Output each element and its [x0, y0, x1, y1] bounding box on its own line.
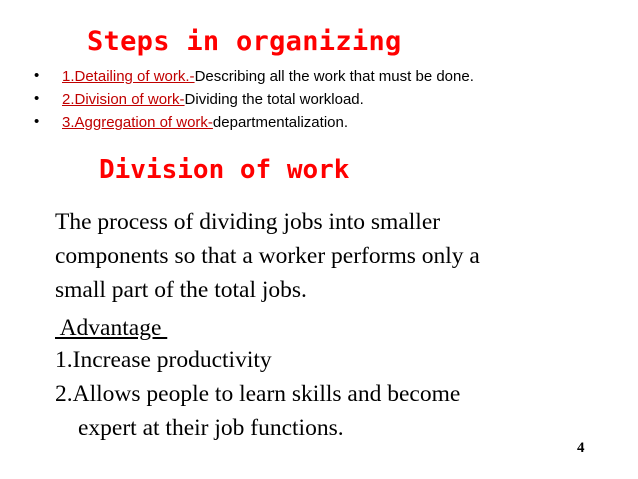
bullet-dot-icon: • [34, 113, 40, 130]
advantage-item: 1.Increase productivity [55, 347, 272, 373]
bullet-term: 2.Division of work- [62, 91, 185, 108]
paragraph-line: small part of the total jobs. [55, 277, 307, 303]
bullet-text [62, 91, 364, 108]
bullet-text [62, 114, 348, 131]
advantage-heading: Advantage [55, 315, 168, 341]
bullet-term: 3.Aggregation of work- [62, 114, 213, 131]
bullet-description: departmentalization. [212, 114, 349, 131]
bullet-term: 1.Detailing of work.- [62, 68, 195, 85]
paragraph-line: components so that a worker performs only a [55, 243, 480, 269]
advantage-item: 2.Allows people to learn skills and become [55, 381, 461, 407]
advantages-list [55, 343, 460, 445]
page-number: 4 [577, 440, 585, 456]
slide-title: Steps in organizing [87, 26, 402, 57]
bullet-text [62, 68, 474, 85]
paragraph-line: The process of dividing jobs into smaller [55, 209, 441, 235]
definition-paragraph [55, 205, 480, 307]
bullet-description: Describing all the work that must be done. [194, 68, 474, 85]
bullet-dot-icon: • [34, 90, 40, 107]
section-subtitle: Division of work [99, 155, 350, 185]
bullet-dot-icon: • [34, 67, 40, 84]
advantage-item-continuation: expert at their job functions. [78, 415, 344, 441]
bullet-description: Dividing the total workload. [184, 91, 364, 108]
